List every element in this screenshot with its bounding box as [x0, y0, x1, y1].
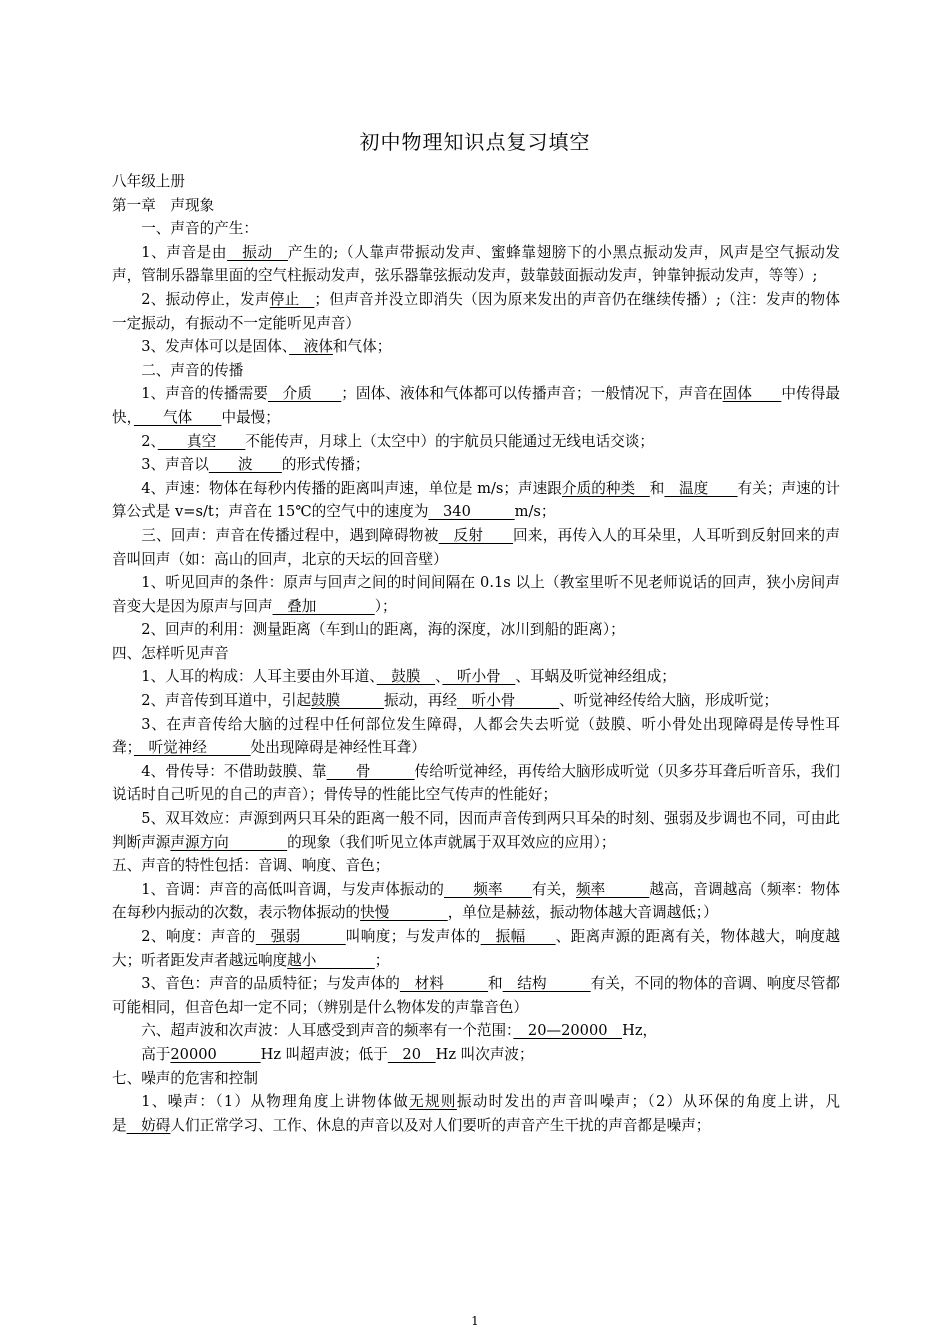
blank-answer: 越小 — [287, 951, 375, 969]
paragraph — [112, 1090, 840, 1137]
text: 中最慢； — [221, 408, 280, 426]
blank-answer: 介质的种类 — [561, 479, 650, 497]
text: 、 — [435, 668, 443, 686]
paragraph — [112, 524, 840, 571]
text: 3、在声音传给大脑的过程中任何部位发生障碍，人都会失去听觉（鼓膜、听小骨处出现障碍是传导性耳聋； — [112, 715, 840, 757]
blank-answer: 真空 — [157, 432, 246, 450]
text: 的现象（我们听见立体声就属于双耳效应的应用）； — [287, 833, 616, 851]
section-heading: 三、回声：声音在传播过程中，遇到障碍物被 — [141, 526, 439, 544]
document-body — [112, 170, 840, 1137]
paragraph — [112, 335, 840, 359]
text: 有关， — [531, 880, 576, 898]
text: 传给听觉神经，再传给大脑形成听觉（贝多芬耳聋后听音乐，我们说话时自己听见的自己的声音）；骨传导的性能比空气传声的性能好； — [112, 762, 840, 804]
section-heading: 四、怎样听见声音 — [112, 644, 229, 662]
text: m/s； — [514, 503, 556, 521]
text: 中传得最快， — [112, 385, 840, 426]
blank-answer: 叠加 — [272, 597, 375, 615]
blank-answer: 停止 — [269, 290, 315, 308]
blank-answer: 频率 — [575, 880, 650, 898]
text: 、听觉神经传给大脑，形成听觉； — [559, 692, 779, 710]
blank-answer: 快慢 — [360, 904, 448, 922]
paragraph — [112, 1043, 840, 1067]
text: 4、骨传导：不借助鼓膜、靠 — [141, 762, 327, 780]
section-heading: 一、声音的产生： — [141, 220, 258, 238]
text: 3、声音以 — [141, 456, 209, 474]
text: Hz 叫次声波； — [435, 1045, 534, 1063]
blank-answer: 介质 — [267, 385, 342, 403]
text: 高于 — [141, 1045, 171, 1063]
blank-answer: 频率 — [443, 880, 532, 898]
text: 2、声音传到耳道中，引起 — [141, 692, 312, 710]
blank-answer: 固体 — [722, 385, 782, 403]
text: 1、人耳的构成：人耳主要由外耳道、 — [141, 668, 377, 686]
paragraph — [112, 477, 840, 524]
text: 4、声速：物体在每秒内传播的距离叫声速，单位是 m/s；声速跟 — [141, 479, 562, 497]
paragraph — [112, 665, 840, 689]
paragraph — [112, 1019, 840, 1043]
blank-answer: 20 — [387, 1045, 436, 1063]
paragraph — [112, 760, 840, 807]
text: 有关；声速的计算公式是 v=s/t；声音在 15℃的空气中的速度为 — [112, 479, 840, 521]
paragraph — [112, 571, 840, 618]
blank-answer: 气体 — [133, 408, 222, 426]
text: 人们正常学习、工作、休息的声音以及对人们要听的声音产生干扰的声音都是噪声； — [170, 1116, 711, 1134]
text: 、距离声源的距离有关，物体越大，响度越大；听者距发声者越远响度 — [112, 928, 840, 969]
text: 的形式传播； — [281, 456, 370, 474]
text: 3、音色：声音的品质特征；与发声体的 — [141, 975, 400, 993]
paragraph — [112, 972, 840, 1019]
text: 5、双耳效应：声源到两只耳朵的距离一般不同，因而声音传到两只耳朵的时刻、强弱及步调也不同，可由此判断声源 — [112, 810, 840, 851]
text: 和 — [649, 479, 665, 497]
blank-answer: 听小骨 — [456, 692, 560, 710]
text: ； — [374, 951, 390, 969]
text: 1、音调：声音的高低叫音调，与发声体振动的 — [141, 880, 444, 898]
text: Hz 叫超声波；低于 — [260, 1045, 388, 1063]
text: ；但声音并没立即消失（因为原来发出的声音仍在继续传播）;（注：发声的物体一定振动，有振动不一定能听见声音） — [112, 290, 840, 332]
text: 1、听见回声的条件：原声与回声之间的时间间隔在 0.1s 以上（教室里听不见老师说话的回声，狭小房间声音变大是因为原声与回声 — [112, 574, 840, 615]
text: 1、噪声：（1）从物理角度上讲物体做 — [141, 1093, 410, 1111]
blank-answer: 振幅 — [480, 928, 556, 945]
blank-answer: 波 — [208, 456, 282, 474]
paragraph — [112, 618, 840, 642]
blank-answer: 反射 — [438, 526, 514, 544]
blank-answer: 温度 — [664, 479, 738, 497]
text: Hz， — [622, 1022, 658, 1040]
page-title: 初中物理知识点复习填空 — [359, 130, 591, 154]
text: 叫响度；与发声体的 — [345, 928, 481, 945]
blank-answer: 无规则 — [409, 1093, 457, 1111]
blank-answer: 20—20000 — [513, 1022, 623, 1040]
text: 产生的;（人靠声带振动发声、蜜蜂靠翅膀下的小黑点振动发声，风声是空气振动发声，管制乐器靠里面的空气柱振动发声，弦乐器靠弦振动发声，鼓靠鼓面振动发声，钟靠钟振动发声，等等）; — [112, 243, 840, 285]
text: 3、发声体可以是固体、 — [141, 338, 290, 356]
blank-answer: 结构 — [502, 975, 591, 993]
section-heading: 五、声音的特性包括：音调、响度、音色； — [112, 857, 390, 875]
paragraph — [112, 382, 840, 429]
blank-answer: 强弱 — [255, 928, 346, 945]
paragraph — [112, 689, 840, 713]
text: 和 — [487, 975, 503, 993]
chapter-heading: 第一章 声现象 — [112, 196, 215, 214]
blank-answer: 听觉神经 — [133, 739, 251, 757]
paragraph — [112, 241, 840, 288]
text: 2、 — [141, 432, 158, 450]
section-heading: 七、噪声的危害和控制 — [112, 1069, 258, 1087]
paragraph — [112, 288, 840, 335]
text: 、耳蜗及听觉神经组成； — [515, 668, 676, 686]
blank-answer: 340 — [428, 503, 515, 521]
text: 有关，不同的物体的音调、响度尽管都可能相同，但音色却一定不同；（辨别是什么物体发的声靠音色） — [112, 975, 840, 1016]
text: 2、振动停止，发声 — [141, 290, 270, 308]
text: 2、响度：声音的 — [141, 928, 256, 945]
section-heading: 二、声音的传播 — [141, 361, 244, 379]
text: 处出现障碍是神经性耳聋） — [250, 739, 426, 757]
text: 1、声音的传播需要 — [141, 385, 268, 403]
blank-answer: 听小骨 — [442, 668, 516, 686]
grade-label: 八年级上册 — [112, 173, 185, 190]
text: 不能传声，月球上（太空中）的宇航员只能通过无线电话交谈； — [245, 432, 654, 450]
page-number: 1 — [471, 1314, 479, 1328]
text: 振动，再经 — [384, 692, 457, 710]
paragraph — [112, 807, 840, 854]
text: ，单位是赫兹，振动物体越大音调越低；） — [447, 904, 718, 922]
text: ；固体、液体和气体都可以传播声音；一般情况下，声音在 — [341, 385, 723, 403]
blank-answer: 声源方向 — [170, 833, 288, 851]
paragraph — [112, 713, 840, 760]
paragraph — [112, 430, 840, 454]
text: 越高，音调越高（频率：物体在每秒内振动的次数，表示物体振动的 — [112, 880, 840, 922]
text: 1、声音是由 — [141, 243, 228, 261]
blank-answer: 液体 — [289, 338, 333, 356]
blank-answer: 振动 — [227, 243, 288, 261]
blank-answer: 鼓膜 — [376, 668, 436, 686]
text: ）； — [374, 597, 397, 615]
blank-answer: 20000 — [170, 1045, 261, 1063]
text: 回来，再传入人的耳朵里，人耳听到反射回来的声音叫回声（如：高山的回声，北京的天坛的回音壁） — [112, 526, 840, 568]
paragraph — [112, 925, 840, 972]
blank-answer: 妨碍 — [126, 1116, 171, 1134]
section-heading: 六、超声波和次声波：人耳感受到声音的频率有一个范围： — [141, 1022, 514, 1040]
blank-answer: 材料 — [399, 975, 488, 993]
blank-answer: 骨 — [326, 762, 415, 780]
paragraph — [112, 878, 840, 925]
text: 振动时发出的声音叫噪声；（2）从环保的角度上讲，凡是 — [112, 1093, 840, 1134]
text: 2、回声的利用：测量距离（车到山的距离，海的深度，冰川到船的距离）； — [141, 621, 625, 639]
text: 和气体； — [332, 338, 392, 356]
blank-answer: 鼓膜 — [311, 692, 384, 710]
paragraph — [112, 453, 840, 477]
